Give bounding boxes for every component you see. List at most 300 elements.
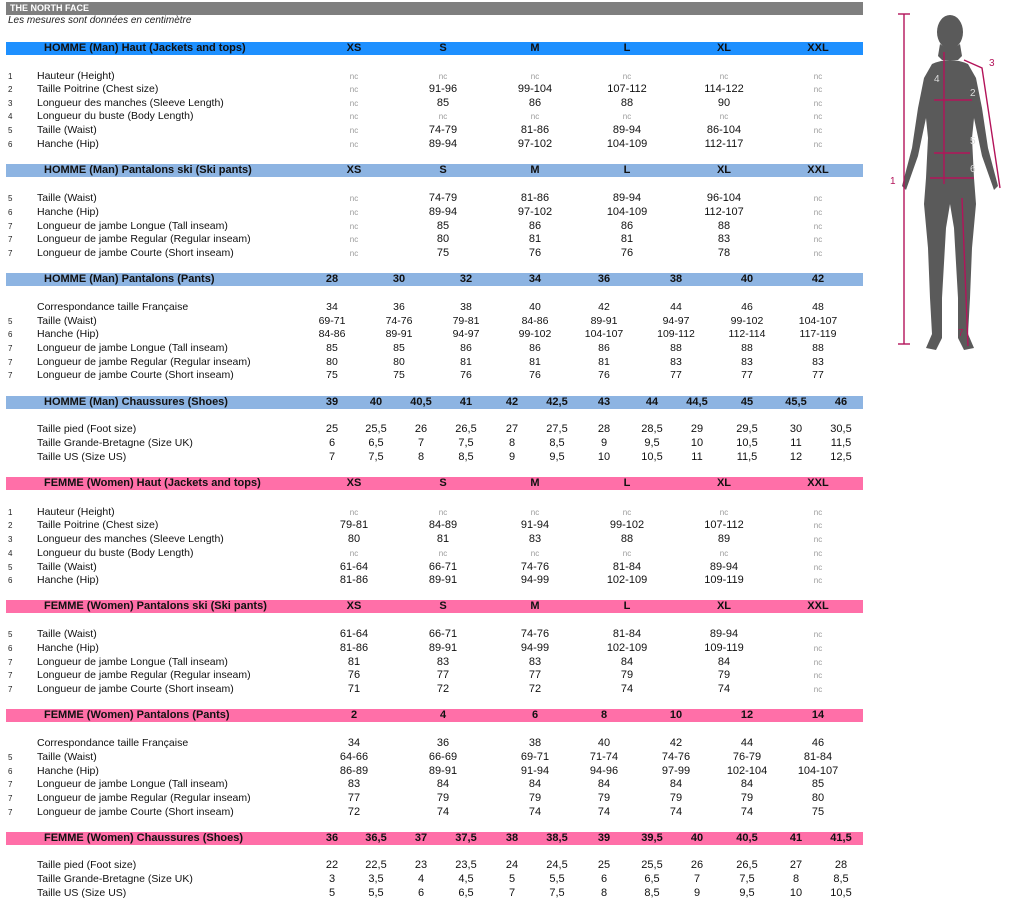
table-cell: 79 [597, 792, 611, 804]
figure-label-1: 1 [890, 176, 896, 187]
table-cell: 83 [717, 233, 731, 245]
table-cell: 74 [597, 806, 611, 818]
size-column-header: 45,5 [785, 396, 807, 408]
table-cell: 28 [834, 859, 848, 871]
table-cell: 117-119 [799, 328, 837, 340]
table-cell: 102-109 [606, 642, 648, 654]
table-cell: nc [813, 208, 823, 217]
table-cell: 77 [741, 369, 753, 381]
size-column-header: XS [346, 477, 362, 489]
table-cell: 79-81 [339, 519, 369, 531]
table-cell: nc [349, 140, 359, 149]
table-cell: 102-109 [606, 574, 648, 586]
table-cell: 89-91 [428, 642, 458, 654]
table-cell: 7 [508, 887, 516, 899]
table-cell: 89-94 [428, 138, 458, 150]
table-cell: 23,5 [455, 859, 477, 871]
table-cell: 89-94 [612, 124, 642, 136]
table-cell: 99-102 [730, 315, 764, 327]
section-header-bar [6, 396, 863, 409]
section-header-bar [6, 42, 863, 55]
table-cell: 25 [325, 423, 339, 435]
measure-label: Longueur de jambe Courte (Short inseam) [37, 247, 234, 259]
table-cell: 8 [417, 451, 425, 463]
table-cell: 74-76 [385, 315, 413, 327]
table-cell: 75 [326, 369, 338, 381]
table-cell: 89-94 [428, 206, 458, 218]
table-cell: 3,5 [368, 873, 384, 885]
size-column-header: 12 [740, 709, 754, 721]
size-column-header: 37,5 [455, 832, 477, 844]
table-cell: 40 [529, 301, 541, 313]
table-cell: 64-66 [339, 751, 369, 763]
table-cell: 26,5 [736, 859, 758, 871]
table-cell: 5 [328, 887, 336, 899]
section-title: HOMME (Man) Haut (Jackets and tops) [44, 42, 246, 54]
measure-number: 7 [8, 658, 13, 667]
table-cell: 86-104 [706, 124, 742, 136]
measure-label: Taille Poitrine (Chest size) [37, 519, 159, 531]
measure-number: 7 [8, 235, 13, 244]
measure-number: 6 [8, 767, 13, 776]
table-cell: 79 [620, 669, 634, 681]
table-cell: 81 [529, 356, 541, 368]
table-cell: nc [813, 535, 823, 544]
table-cell: 25 [597, 859, 611, 871]
table-cell: 79 [740, 792, 754, 804]
size-column-header: 44,5 [686, 396, 708, 408]
table-cell: 42 [669, 737, 683, 749]
table-cell: 61-64 [339, 561, 369, 573]
size-column-header: XXL [807, 42, 829, 54]
measure-label: Taille US (Size US) [37, 887, 127, 899]
table-cell: 38 [528, 737, 542, 749]
table-cell: nc [622, 72, 632, 81]
measure-label: Longueur de jambe Regular (Regular inseam) [37, 792, 251, 804]
table-cell: 72 [347, 806, 361, 818]
measure-number: 3 [8, 99, 13, 108]
table-cell: 112-117 [704, 138, 744, 150]
brand-header-bar [6, 2, 863, 15]
table-cell: 46 [741, 301, 753, 313]
table-cell: 10 [690, 437, 704, 449]
table-cell: 29,5 [736, 423, 758, 435]
table-cell: nc [813, 508, 823, 517]
table-cell: nc [349, 194, 359, 203]
table-cell: 88 [741, 342, 753, 354]
table-cell: 26,5 [455, 423, 477, 435]
table-cell: 40 [597, 737, 611, 749]
table-cell: 79 [717, 669, 731, 681]
table-cell: 6 [600, 873, 608, 885]
measure-label: Longueur de jambe Courte (Short inseam) [37, 369, 234, 381]
size-column-header: 44 [645, 396, 659, 408]
table-cell: 75 [393, 369, 405, 381]
measure-label: Correspondance taille Française [37, 301, 189, 313]
size-column-header: XXL [807, 164, 829, 176]
table-cell: 8 [792, 873, 800, 885]
measure-label: Hanche (Hip) [37, 642, 99, 654]
measure-number: 1 [8, 72, 13, 81]
size-column-header: S [439, 600, 447, 612]
table-cell: 42 [598, 301, 610, 313]
table-cell: 74 [436, 806, 450, 818]
table-cell: nc [813, 630, 823, 639]
table-cell: 10,5 [736, 437, 758, 449]
measure-number: 7 [8, 371, 13, 380]
table-cell: 109-119 [704, 574, 744, 586]
measure-label: Longueur de jambe Longue (Tall inseam) [37, 778, 228, 790]
table-cell: 94-99 [520, 574, 550, 586]
size-column-header: 34 [528, 273, 542, 285]
table-cell: 84 [620, 656, 634, 668]
measure-label: Taille (Waist) [37, 561, 97, 573]
table-cell: 76 [598, 369, 610, 381]
units-note: Les mesures sont données en centimètre [8, 15, 192, 26]
measure-number: 5 [8, 317, 13, 326]
table-cell: 8,5 [644, 887, 660, 899]
table-cell: 44 [670, 301, 682, 313]
size-column-header: 36 [597, 273, 611, 285]
table-cell: 74 [740, 806, 754, 818]
size-column-header: 2 [350, 709, 358, 721]
table-cell: 81 [347, 656, 361, 668]
size-column-header: 42,5 [546, 396, 568, 408]
table-cell: 11,5 [830, 437, 852, 449]
measure-number: 7 [8, 794, 13, 803]
table-cell: 8,5 [833, 873, 849, 885]
table-cell: nc [719, 549, 729, 558]
measure-number: 7 [8, 780, 13, 789]
measure-number: 5 [8, 753, 13, 762]
measure-label: Hanche (Hip) [37, 328, 99, 340]
section-header-bar [6, 709, 863, 722]
measure-label: Correspondance taille Française [37, 737, 189, 749]
measure-label: Longueur de jambe Longue (Tall inseam) [37, 342, 228, 354]
size-column-header: 8 [600, 709, 608, 721]
size-column-header: M [530, 42, 540, 54]
table-cell: 97-102 [517, 138, 553, 150]
table-cell: 97-102 [517, 206, 553, 218]
figure-label-5: 5 [970, 136, 976, 147]
table-cell: 81-86 [339, 642, 369, 654]
section-header-bar [6, 164, 863, 177]
table-cell: 26 [690, 859, 704, 871]
table-cell: 109-112 [657, 328, 695, 340]
size-column-header: 43 [597, 396, 611, 408]
measure-label: Taille (Waist) [37, 124, 97, 136]
section-header-bar [6, 477, 863, 490]
table-cell: 38 [460, 301, 472, 313]
table-cell: 96-104 [706, 192, 742, 204]
table-cell: nc [349, 99, 359, 108]
table-cell: 76 [347, 669, 361, 681]
table-cell: 85 [436, 220, 450, 232]
table-cell: 104-107 [584, 328, 624, 340]
table-cell: 11 [790, 437, 802, 449]
measure-label: Longueur de jambe Longue (Tall inseam) [37, 656, 228, 668]
table-cell: 81 [598, 356, 610, 368]
table-cell: 44 [740, 737, 754, 749]
section-title: FEMME (Women) Pantalons ski (Ski pants) [44, 600, 267, 612]
measure-label: Taille (Waist) [37, 315, 97, 327]
table-cell: 89-91 [590, 315, 618, 327]
table-cell: 9 [508, 451, 516, 463]
measure-label: Hauteur (Height) [37, 506, 115, 518]
figure-label-6: 6 [970, 164, 976, 175]
table-cell: 84 [740, 778, 754, 790]
table-cell: 69-71 [318, 315, 346, 327]
size-column-header: 40 [740, 273, 754, 285]
size-column-header: 39 [597, 832, 611, 844]
table-cell: 104-109 [606, 206, 648, 218]
size-column-header: 37 [414, 832, 428, 844]
table-cell: 79 [436, 792, 450, 804]
measure-number: 6 [8, 140, 13, 149]
table-cell: 94-97 [452, 328, 480, 340]
size-column-header: S [439, 42, 447, 54]
table-cell: 112-107 [704, 206, 744, 218]
table-cell: 22,5 [365, 859, 387, 871]
table-cell: 26 [414, 423, 428, 435]
size-column-header: L [623, 164, 631, 176]
table-cell: nc [813, 549, 823, 558]
size-column-header: L [623, 42, 631, 54]
table-cell: 9 [600, 437, 608, 449]
table-cell: 85 [811, 778, 825, 790]
table-cell: 79-81 [452, 315, 480, 327]
table-cell: nc [813, 671, 823, 680]
measure-label: Taille Grande-Bretagne (Size UK) [37, 437, 193, 449]
body-measurement-figure [888, 8, 1020, 368]
table-cell: 77 [812, 369, 824, 381]
table-cell: 5,5 [368, 887, 384, 899]
measure-number: 6 [8, 644, 13, 653]
table-cell: 81-86 [339, 574, 369, 586]
table-cell: 81 [528, 233, 542, 245]
table-cell: 66-69 [428, 751, 458, 763]
table-cell: nc [719, 72, 729, 81]
table-cell: 74 [717, 683, 731, 695]
table-cell: 83 [812, 356, 824, 368]
table-cell: nc [349, 72, 359, 81]
table-cell: 102-104 [726, 765, 768, 777]
table-cell: 8,5 [458, 451, 474, 463]
size-column-header: 41 [459, 396, 473, 408]
table-cell: 74-79 [428, 124, 458, 136]
table-cell: nc [813, 222, 823, 231]
table-cell: 7 [328, 451, 336, 463]
figure-label-7: 7 [958, 328, 964, 339]
table-cell: 27 [505, 423, 519, 435]
size-column-header: M [530, 477, 540, 489]
size-column-header: XXL [807, 600, 829, 612]
section-header-bar [6, 832, 863, 845]
table-cell: 80 [393, 356, 405, 368]
table-cell: 34 [326, 301, 338, 313]
measure-label: Hanche (Hip) [37, 138, 99, 150]
measure-label: Longueur des manches (Sleeve Length) [37, 533, 224, 545]
table-cell: 83 [436, 656, 450, 668]
table-cell: 8 [508, 437, 516, 449]
table-cell: nc [622, 112, 632, 121]
measure-number: 1 [8, 508, 13, 517]
table-cell: 9,5 [644, 437, 660, 449]
table-cell: 25,5 [365, 423, 387, 435]
table-cell: 10 [597, 451, 611, 463]
table-cell: nc [438, 112, 448, 121]
table-cell: 76 [620, 247, 634, 259]
table-cell: 7,5 [458, 437, 474, 449]
size-column-header: 40 [369, 396, 383, 408]
table-cell: 6 [328, 437, 336, 449]
size-column-header: XL [716, 477, 732, 489]
table-cell: 91-94 [520, 765, 550, 777]
table-cell: nc [349, 222, 359, 231]
table-cell: 89-91 [428, 574, 458, 586]
size-column-header: 36,5 [365, 832, 387, 844]
table-cell: nc [349, 549, 359, 558]
table-cell: 10 [789, 887, 803, 899]
table-cell: 86 [460, 342, 472, 354]
table-cell: 86 [598, 342, 610, 354]
section-title: HOMME (Man) Chaussures (Shoes) [44, 396, 228, 408]
section-title: HOMME (Man) Pantalons (Pants) [44, 273, 215, 285]
table-cell: 76 [529, 369, 541, 381]
size-column-header: 38 [669, 273, 683, 285]
measure-label: Hanche (Hip) [37, 574, 99, 586]
table-cell: 24,5 [546, 859, 568, 871]
table-cell: 12 [789, 451, 803, 463]
table-cell: 36 [436, 737, 450, 749]
table-cell: 107-112 [607, 83, 647, 95]
size-column-header: XL [716, 164, 732, 176]
table-cell: 86 [620, 220, 634, 232]
table-cell: nc [349, 126, 359, 135]
table-cell: 86 [528, 220, 542, 232]
table-cell: 74-76 [661, 751, 691, 763]
size-column-header: 41,5 [830, 832, 852, 844]
table-cell: 27 [789, 859, 803, 871]
table-cell: 80 [811, 792, 825, 804]
table-cell: 89-94 [612, 192, 642, 204]
table-cell: 85 [393, 342, 405, 354]
size-column-header: 41 [789, 832, 803, 844]
table-cell: 112-114 [728, 328, 766, 340]
table-cell: 28,5 [641, 423, 663, 435]
table-cell: 6,5 [368, 437, 384, 449]
table-cell: 75 [436, 247, 450, 259]
table-cell: 10,5 [830, 887, 852, 899]
table-cell: 7,5 [549, 887, 565, 899]
table-cell: 7,5 [368, 451, 384, 463]
size-column-header: 39,5 [641, 832, 663, 844]
table-cell: 22 [325, 859, 339, 871]
table-cell: 86 [529, 342, 541, 354]
measure-number: 2 [8, 85, 13, 94]
table-cell: 29 [690, 423, 704, 435]
size-column-header: XXL [807, 477, 829, 489]
measure-label: Taille (Waist) [37, 628, 97, 640]
table-cell: 81-84 [612, 561, 642, 573]
measure-number: 5 [8, 630, 13, 639]
table-cell: 88 [620, 97, 634, 109]
table-cell: 81-84 [803, 751, 833, 763]
table-cell: 99-104 [517, 83, 553, 95]
table-cell: nc [813, 644, 823, 653]
table-cell: 28 [597, 423, 611, 435]
table-cell: nc [813, 576, 823, 585]
table-cell: nc [813, 685, 823, 694]
table-cell: 99-102 [609, 519, 645, 531]
table-cell: nc [622, 508, 632, 517]
table-cell: 76 [528, 247, 542, 259]
table-cell: nc [438, 549, 448, 558]
section-header-bar [6, 600, 863, 613]
table-cell: 72 [528, 683, 542, 695]
table-cell: 89-91 [385, 328, 413, 340]
measure-label: Taille US (Size US) [37, 451, 127, 463]
measure-number: 5 [8, 194, 13, 203]
measure-number: 2 [8, 521, 13, 530]
table-cell: 88 [670, 342, 682, 354]
table-cell: 10,5 [641, 451, 663, 463]
measure-label: Longueur de jambe Courte (Short inseam) [37, 683, 234, 695]
measure-number: 7 [8, 358, 13, 367]
size-column-header: 32 [459, 273, 473, 285]
measure-number: 7 [8, 671, 13, 680]
table-cell: nc [438, 72, 448, 81]
measure-number: 7 [8, 344, 13, 353]
table-cell: 74 [669, 806, 683, 818]
table-cell: 89-91 [428, 765, 458, 777]
size-column-header: XS [346, 42, 362, 54]
table-cell: 71-74 [589, 751, 619, 763]
table-cell: 30,5 [830, 423, 852, 435]
table-cell: 104-107 [797, 765, 839, 777]
table-cell: 66-71 [428, 628, 458, 640]
table-cell: 77 [347, 792, 361, 804]
table-cell: 84 [597, 778, 611, 790]
table-cell: 23 [414, 859, 428, 871]
table-cell: 7 [417, 437, 425, 449]
table-cell: nc [349, 208, 359, 217]
measure-number: 4 [8, 549, 13, 558]
table-cell: 77 [436, 669, 450, 681]
table-cell: 36 [393, 301, 405, 313]
table-cell: nc [622, 549, 632, 558]
size-column-header: XL [716, 42, 732, 54]
table-cell: 72 [436, 683, 450, 695]
table-cell: nc [530, 508, 540, 517]
size-column-header: L [623, 600, 631, 612]
table-cell: 30 [789, 423, 803, 435]
table-cell: nc [438, 508, 448, 517]
table-cell: 74-76 [520, 561, 550, 573]
section-title: HOMME (Man) Pantalons ski (Ski pants) [44, 164, 252, 176]
measure-label: Longueur du buste (Body Length) [37, 547, 194, 559]
measure-label: Taille Grande-Bretagne (Size UK) [37, 873, 193, 885]
size-column-header: 46 [834, 396, 848, 408]
table-cell: 84 [436, 778, 450, 790]
size-column-header: 30 [392, 273, 406, 285]
table-cell: 83 [347, 778, 361, 790]
table-cell: 12,5 [830, 451, 852, 463]
table-cell: 4,5 [458, 873, 474, 885]
table-cell: 7,5 [739, 873, 755, 885]
table-cell: 69-71 [520, 751, 550, 763]
table-cell: 75 [811, 806, 825, 818]
